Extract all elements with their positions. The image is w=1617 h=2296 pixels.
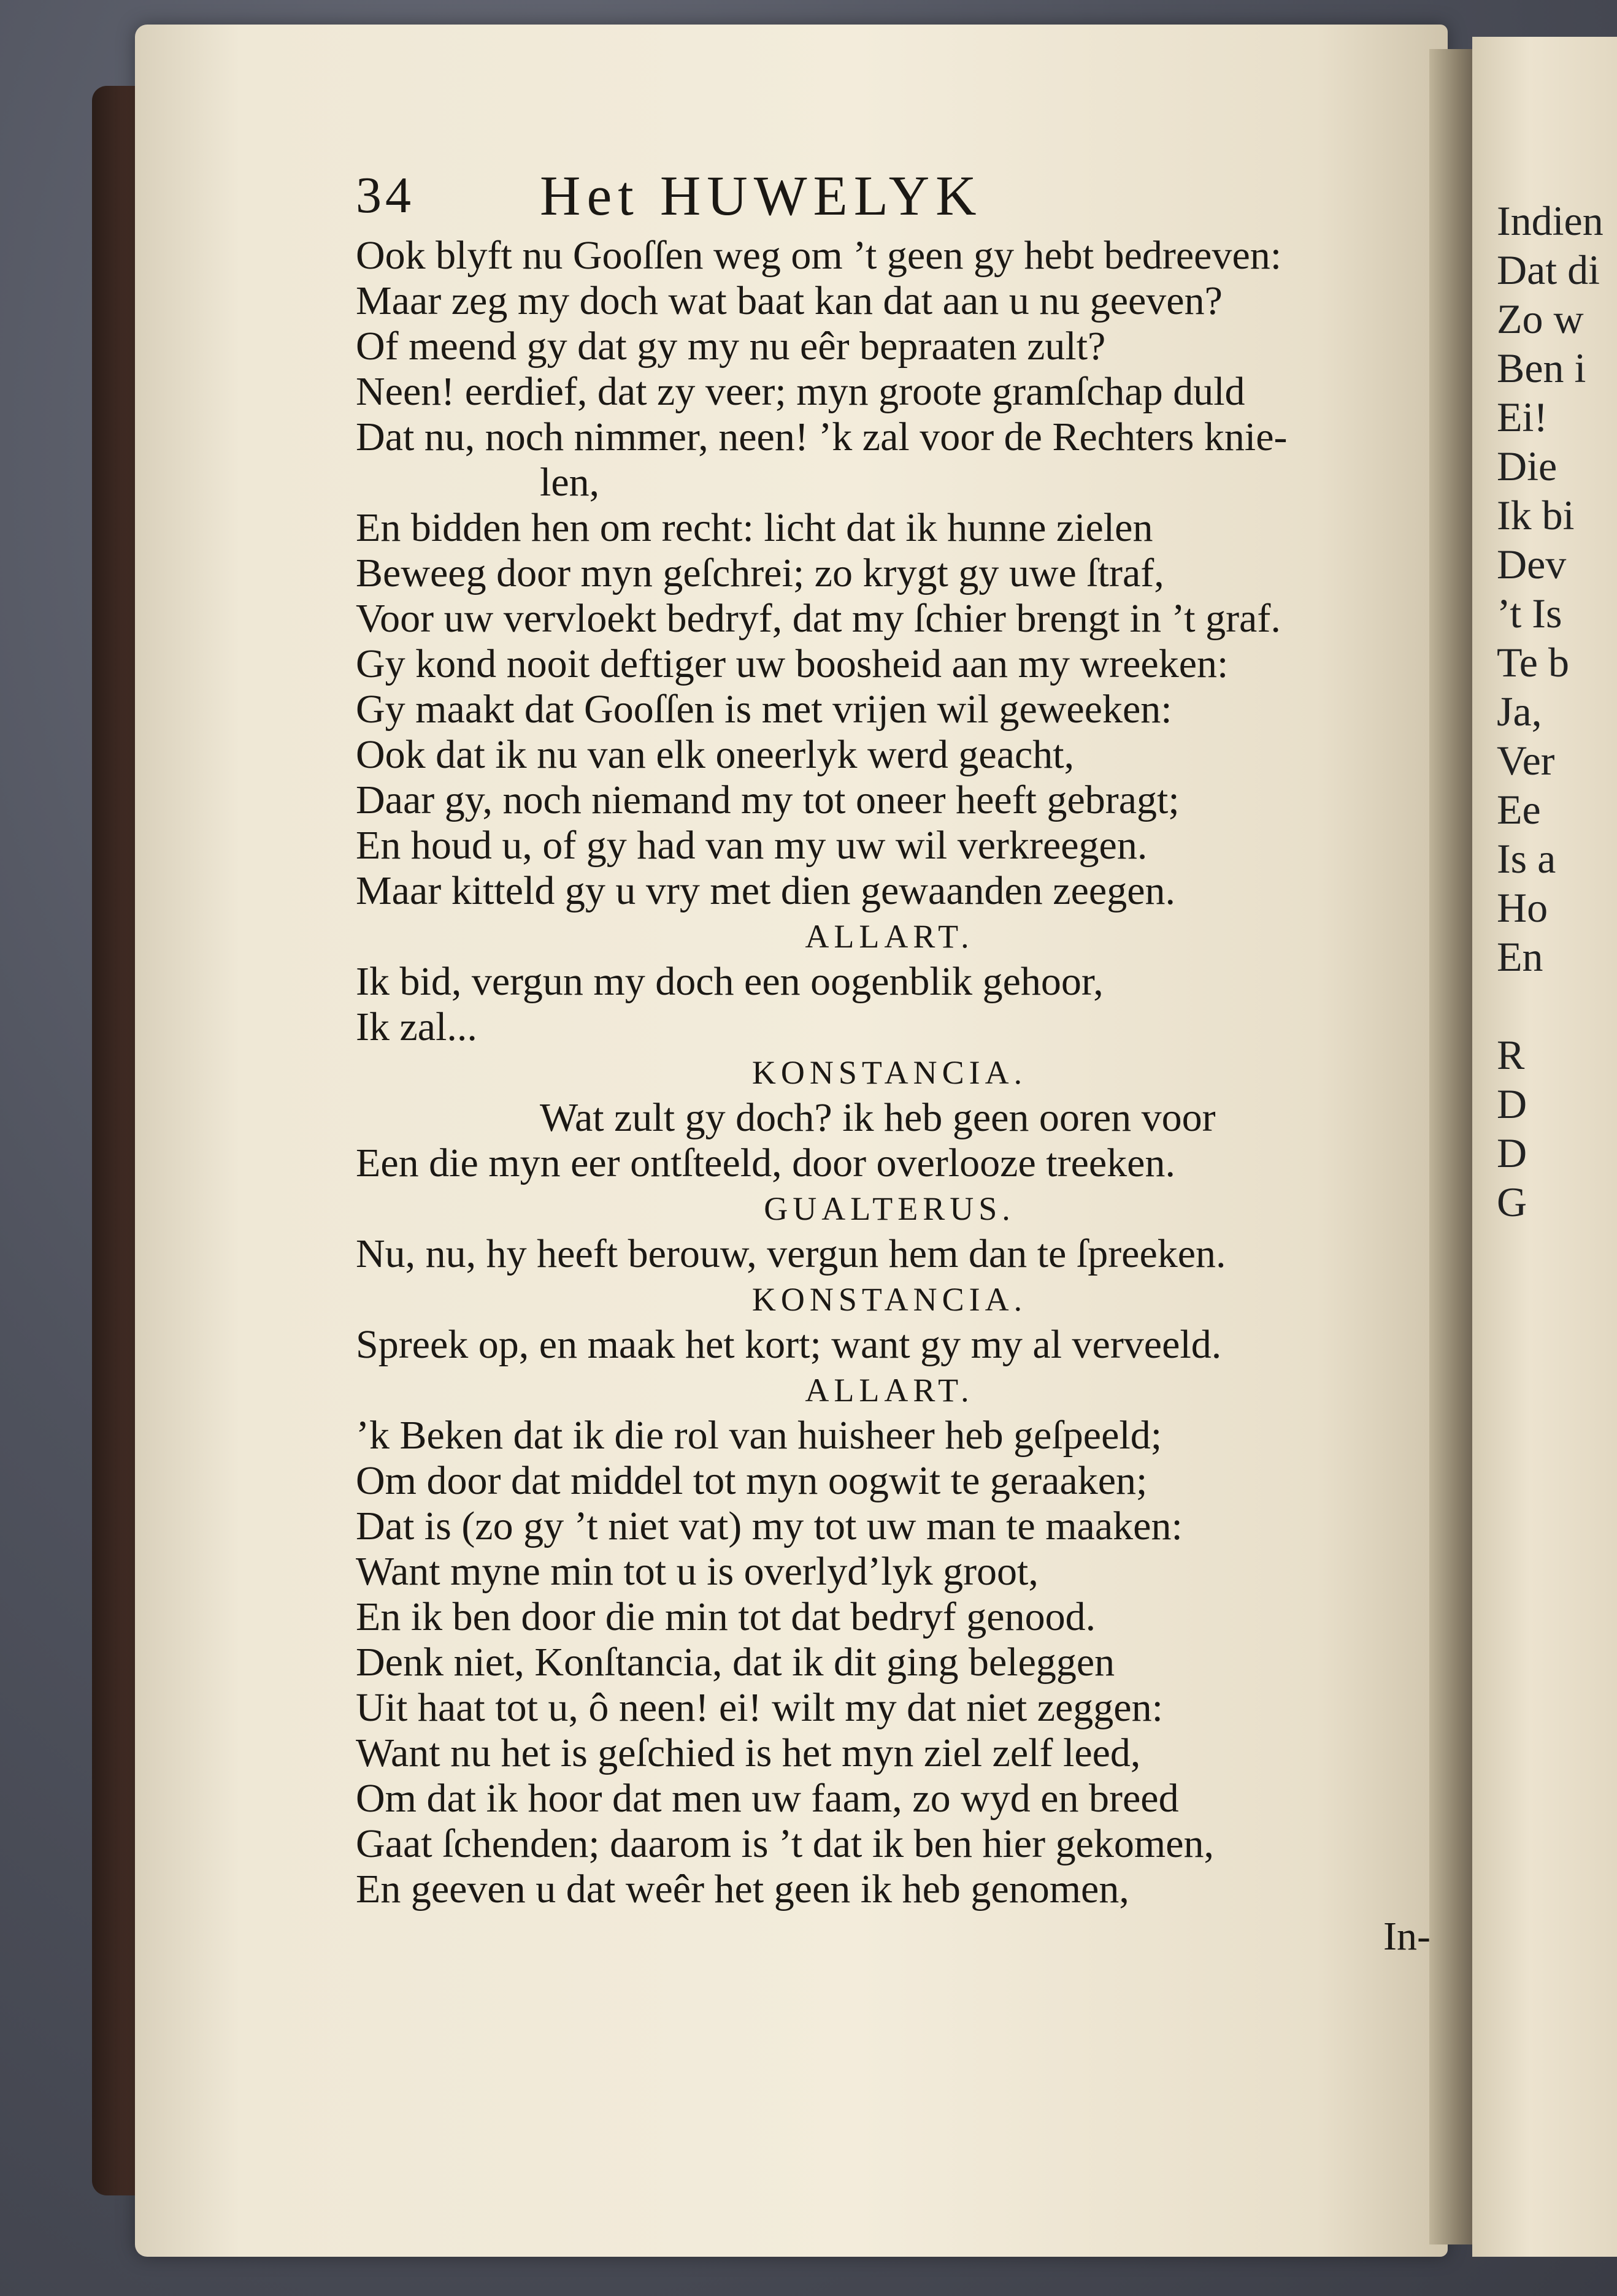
verse-line: Maar kitteld gy u vry met dien gewaanden zeegen. bbox=[356, 868, 1175, 913]
verse-line: Een die myn eer ontſteeld, door overlooze treeken. bbox=[356, 1141, 1175, 1185]
speaker-name: KONSTANCIA. bbox=[751, 1054, 1027, 1091]
verse-line: Gaat ſchenden; daarom is ’t dat ik ben hier gekomen, bbox=[356, 1821, 1214, 1866]
verse-line: Want nu het is geſchied is het myn ziel zelf leed, bbox=[356, 1731, 1141, 1775]
facing-page-line-fragment: Ik bi bbox=[1497, 492, 1575, 538]
facing-page-line-fragment: Te b bbox=[1497, 639, 1569, 686]
verse-line: Spreek op, en maak het kort; want gy my al verveeld. bbox=[356, 1322, 1222, 1367]
facing-page-line-fragment: Ja, bbox=[1497, 688, 1542, 735]
verse-line: Of meend gy dat gy my nu eêr bepraaten zult? bbox=[356, 324, 1106, 369]
facing-page-line-fragment: Ei! bbox=[1497, 394, 1548, 440]
verse-line: Wat zult gy doch? ik heb geen ooren voor bbox=[540, 1095, 1216, 1140]
facing-page-text bbox=[1497, 196, 1617, 1226]
verse-line: Dat is (zo gy ’t niet vat) my tot uw man te maaken: bbox=[356, 1504, 1183, 1548]
verse-line: Om dat ik hoor dat men uw faam, zo wyd en breed bbox=[356, 1776, 1179, 1821]
speaker-name: ALLART. bbox=[805, 1372, 974, 1409]
verse-line-continuation: len, bbox=[540, 460, 600, 505]
facing-page-line-fragment: Dat di bbox=[1497, 247, 1600, 293]
verse-line: En bidden hen om recht: licht dat ik hunne zielen bbox=[356, 505, 1153, 550]
facing-page-line-fragment: Ee bbox=[1497, 786, 1541, 833]
speaker-name: KONSTANCIA. bbox=[751, 1281, 1027, 1318]
verse-line: Want myne min tot u is overlyd’lyk groot, bbox=[356, 1549, 1039, 1594]
facing-page-line-fragment bbox=[1497, 981, 1617, 1030]
verse-line: Daar gy, noch niemand my tot oneer heeft gebragt; bbox=[356, 778, 1180, 822]
verse-line: Om door dat middel tot myn oogwit te geraaken; bbox=[356, 1458, 1148, 1503]
facing-page-line-fragment: Ben i bbox=[1497, 345, 1586, 391]
facing-page-line-fragment: R bbox=[1497, 1031, 1525, 1078]
verse-line: Beweeg door myn geſchrei; zo krygt gy uwe ſtraf, bbox=[356, 551, 1164, 595]
page-header bbox=[356, 159, 1423, 233]
facing-page-line-fragment: Dev bbox=[1497, 541, 1567, 587]
verse-line: Ook blyft nu Gooſſen weg om ’t geen gy hebt bedreeven: bbox=[356, 233, 1282, 278]
facing-page-line-fragment: Ver bbox=[1497, 737, 1555, 784]
facing-page-line-fragment: Indien bbox=[1497, 197, 1604, 244]
verse-line: En ik ben door die min tot dat bedryf genood. bbox=[356, 1594, 1096, 1639]
verse-line: Ik bid, vergun my doch een oogenblik gehoor, bbox=[356, 959, 1104, 1004]
facing-page-line-fragment: D bbox=[1497, 1130, 1527, 1176]
verse-line: Dat nu, noch nimmer, neen! ’k zal voor de Rechters knie- bbox=[356, 415, 1288, 459]
verse-line: Gy maakt dat Gooſſen is met vrijen wil geweeken: bbox=[356, 687, 1172, 732]
facing-page-line-fragment: Die bbox=[1497, 443, 1557, 489]
verse-lines bbox=[356, 233, 1423, 1912]
facing-page-line-fragment: Zo w bbox=[1497, 296, 1584, 342]
running-title: Het HUWELYK bbox=[540, 164, 983, 227]
verse-line: En houd u, of gy had van my uw wil verkreegen. bbox=[356, 823, 1148, 868]
verse-line: ’k Beken dat ik die rol van huisheer heb geſpeeld; bbox=[356, 1413, 1162, 1458]
facing-page-line-fragment: Ho bbox=[1497, 884, 1548, 931]
verse-line: Voor uw vervloekt bedryf, dat my ſchier brengt in ’t graf. bbox=[356, 596, 1281, 641]
verse-line: Nu, nu, hy heeft berouw, vergun hem dan te ſpreeken. bbox=[356, 1231, 1226, 1276]
facing-page-line-fragment: En bbox=[1497, 933, 1543, 980]
verse-line: Gy kond nooit deftiger uw boosheid aan my wreeken: bbox=[356, 641, 1229, 686]
facing-page-line-fragment: D bbox=[1497, 1081, 1527, 1127]
right-page bbox=[1472, 37, 1617, 2257]
verse-line: Ik zal... bbox=[356, 1005, 477, 1049]
verse-line: Ook dat ik nu van elk oneerlyk werd geacht, bbox=[356, 732, 1075, 777]
verse-line: Neen! eerdief, dat zy veer; myn groote gramſchap duld bbox=[356, 369, 1245, 414]
speaker-name: GUALTERUS. bbox=[764, 1190, 1015, 1227]
verse-line: En geeven u dat weêr het geen ik heb genomen, bbox=[356, 1867, 1129, 1911]
facing-page-line-fragment: G bbox=[1497, 1179, 1527, 1225]
speaker-name: ALLART. bbox=[805, 918, 974, 955]
page-number: 34 bbox=[356, 167, 415, 224]
verse-line: Maar zeg my doch wat baat kan dat aan u nu geeven? bbox=[356, 278, 1223, 323]
facing-page-line-fragment: Is a bbox=[1497, 835, 1556, 882]
verse-line: Uit haat tot u, ô neen! ei! wilt my dat niet zeggen: bbox=[356, 1685, 1163, 1730]
catchword: In- bbox=[1383, 1914, 1431, 1959]
facing-page-line-fragment: ’t Is bbox=[1497, 590, 1562, 637]
verse-line: Denk niet, Konſtancia, dat ik dit ging beleggen bbox=[356, 1640, 1115, 1685]
page-text-block bbox=[356, 159, 1423, 1912]
